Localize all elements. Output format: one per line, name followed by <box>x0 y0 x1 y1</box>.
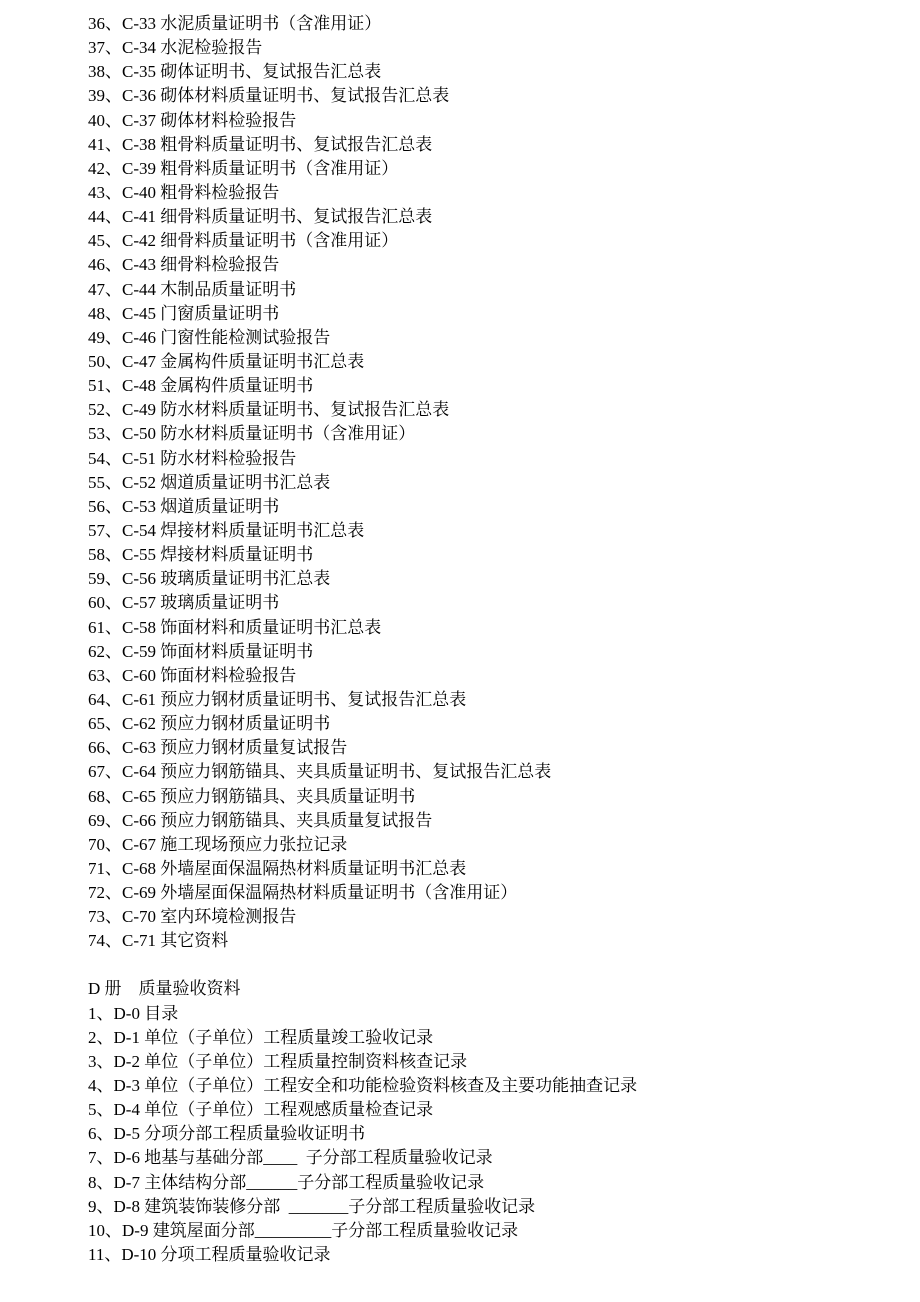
list-item: 72、C-69 外墙屋面保温隔热材料质量证明书（含准用证） <box>88 883 518 903</box>
list-item: 48、C-45 门窗质量证明书 <box>88 303 280 323</box>
list-item: 58、C-55 焊接材料质量证明书 <box>88 545 314 565</box>
list-item: 40、C-37 砌体材料检验报告 <box>88 110 297 130</box>
list-item: 37、C-34 水泥检验报告 <box>88 38 263 58</box>
list-item: 65、C-62 预应力钢材质量证明书 <box>88 714 331 734</box>
list-item: 6、D-5 分项分部工程质量验收证明书 <box>88 1124 366 1144</box>
document-page <box>88 12 888 1267</box>
section-c-list <box>88 12 888 953</box>
list-item: 2、D-1 单位（子单位）工程质量竣工验收记录 <box>88 1027 434 1047</box>
list-item: 9、D-8 建筑装饰装修分部 _______子分部工程质量验收记录 <box>88 1196 536 1216</box>
list-item: 3、D-2 单位（子单位）工程质量控制资料核查记录 <box>88 1051 468 1071</box>
list-item: 62、C-59 饰面材料质量证明书 <box>88 641 314 661</box>
list-item: 41、C-38 粗骨料质量证明书、复试报告汇总表 <box>88 134 433 154</box>
list-item: 45、C-42 细骨料质量证明书（含准用证） <box>88 231 399 251</box>
list-item: 55、C-52 烟道质量证明书汇总表 <box>88 472 331 492</box>
list-item: 44、C-41 细骨料质量证明书、复试报告汇总表 <box>88 207 433 227</box>
list-item: 69、C-66 预应力钢筋锚具、夹具质量复试报告 <box>88 810 433 830</box>
list-item: 68、C-65 预应力钢筋锚具、夹具质量证明书 <box>88 786 416 806</box>
list-item: 50、C-47 金属构件质量证明书汇总表 <box>88 351 365 371</box>
list-item: 4、D-3 单位（子单位）工程安全和功能检验资料核查及主要功能抽查记录 <box>88 1076 638 1096</box>
list-item: 73、C-70 室内环境检测报告 <box>88 907 297 927</box>
list-item: 42、C-39 粗骨料质量证明书（含准用证） <box>88 158 399 178</box>
section-heading: D 册 质量验收资料 <box>88 979 241 999</box>
list-item: 11、D-10 分项工程质量验收记录 <box>88 1245 331 1265</box>
list-item: 67、C-64 预应力钢筋锚具、夹具质量证明书、复试报告汇总表 <box>88 762 552 782</box>
list-item: 53、C-50 防水材料质量证明书（含准用证） <box>88 424 416 444</box>
section-spacer <box>88 953 888 977</box>
list-item: 38、C-35 砌体证明书、复试报告汇总表 <box>88 62 382 82</box>
list-item: 71、C-68 外墙屋面保温隔热材料质量证明书汇总表 <box>88 858 467 878</box>
list-item: 60、C-57 玻璃质量证明书 <box>88 593 280 613</box>
list-item: 1、D-0 目录 <box>88 1003 179 1023</box>
list-item: 56、C-53 烟道质量证明书 <box>88 496 280 516</box>
list-item: 5、D-4 单位（子单位）工程观感质量检查记录 <box>88 1100 434 1120</box>
list-item: 64、C-61 预应力钢材质量证明书、复试报告汇总表 <box>88 689 467 709</box>
list-item: 47、C-44 木制品质量证明书 <box>88 279 297 299</box>
list-item: 74、C-71 其它资料 <box>88 931 229 951</box>
list-item: 70、C-67 施工现场预应力张拉记录 <box>88 834 348 854</box>
list-item: 61、C-58 饰面材料和质量证明书汇总表 <box>88 617 382 637</box>
list-item: 59、C-56 玻璃质量证明书汇总表 <box>88 569 331 589</box>
list-item: 63、C-60 饰面材料检验报告 <box>88 665 297 685</box>
list-item: 46、C-43 细骨料检验报告 <box>88 255 280 275</box>
list-item: 51、C-48 金属构件质量证明书 <box>88 376 314 396</box>
list-item: 39、C-36 砌体材料质量证明书、复试报告汇总表 <box>88 86 450 106</box>
list-item: 7、D-6 地基与基础分部____ 子分部工程质量验收记录 <box>88 1148 493 1168</box>
list-item: 54、C-51 防水材料检验报告 <box>88 448 297 468</box>
list-item: 52、C-49 防水材料质量证明书、复试报告汇总表 <box>88 400 450 420</box>
list-item: 43、C-40 粗骨料检验报告 <box>88 182 280 202</box>
list-item: 49、C-46 门窗性能检测试验报告 <box>88 327 331 347</box>
section-d <box>88 977 888 1267</box>
list-item: 10、D-9 建筑屋面分部_________子分部工程质量验收记录 <box>88 1220 519 1240</box>
list-item: 66、C-63 预应力钢材质量复试报告 <box>88 738 348 758</box>
list-item: 8、D-7 主体结构分部______子分部工程质量验收记录 <box>88 1172 485 1192</box>
list-item: 57、C-54 焊接材料质量证明书汇总表 <box>88 520 365 540</box>
list-item: 36、C-33 水泥质量证明书（含准用证） <box>88 14 382 33</box>
